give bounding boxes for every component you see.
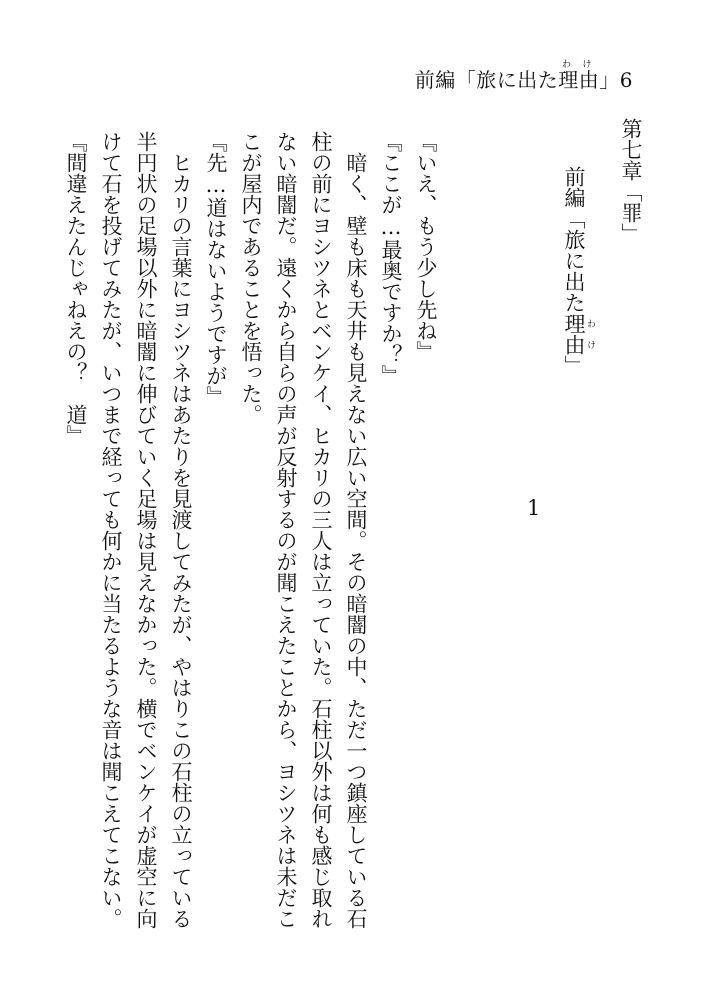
header-ruby-reading: わけ bbox=[558, 60, 600, 70]
text-line: 『先…道はないようですが』 bbox=[204, 131, 228, 407]
section-number: 1 bbox=[527, 496, 541, 520]
text-line: 『いえ、もう少し先ね』 bbox=[414, 131, 438, 362]
header-ruby-base: 理由 bbox=[558, 68, 600, 92]
header-ruby bbox=[558, 60, 600, 92]
part-title-ruby bbox=[562, 313, 595, 355]
part-title-ruby-reading: わけ bbox=[585, 313, 595, 355]
part-title-ruby-base: 理由 bbox=[562, 313, 586, 355]
text-line: こが屋内であることを悟った。 bbox=[239, 131, 263, 425]
text-line: ヒカリの言葉にヨシツネはあたりを見渡してみたが、やはりこの石柱の立っている bbox=[169, 131, 193, 929]
part-title-prefix: 前編「旅に出た bbox=[562, 166, 586, 313]
text-line: 『間違えたんじゃねえの？ 道』 bbox=[64, 131, 88, 446]
page-number: 6 bbox=[619, 68, 633, 92]
text-line: 半円状の足場以外に暗闇に伸びていく足場は見えなかった。横でベンケイが虚空に向 bbox=[134, 131, 158, 929]
body-text bbox=[58, 131, 443, 931]
text-line: 柱の前にヨシツネとベンケイ、ヒカリの三人は立っていた。石柱以外は何も感じ取れ bbox=[309, 131, 333, 929]
chapter-title: 第七章「罪」 bbox=[619, 118, 643, 244]
header-title-prefix: 前編「旅に出た bbox=[414, 68, 559, 92]
text-line: ない暗闇だ。遠くから自らの声が反射するのが聞こえたことから、ヨシツネは未だこ bbox=[274, 131, 298, 929]
part-title-suffix: 」 bbox=[562, 355, 586, 376]
text-line: 暗く、壁も床も天井も見えない広い空間。その暗闇の中、ただ一つ鎮座している石 bbox=[344, 131, 368, 929]
text-line: 『ここが…最奥ですか？』 bbox=[379, 131, 403, 386]
header-title-suffix: 」 bbox=[599, 68, 620, 92]
part-title bbox=[563, 166, 595, 376]
text-line: けて石を投げてみたが、いつまで経っても何かに当たるような音は聞こえてこない。 bbox=[99, 131, 123, 929]
running-header bbox=[415, 60, 633, 93]
